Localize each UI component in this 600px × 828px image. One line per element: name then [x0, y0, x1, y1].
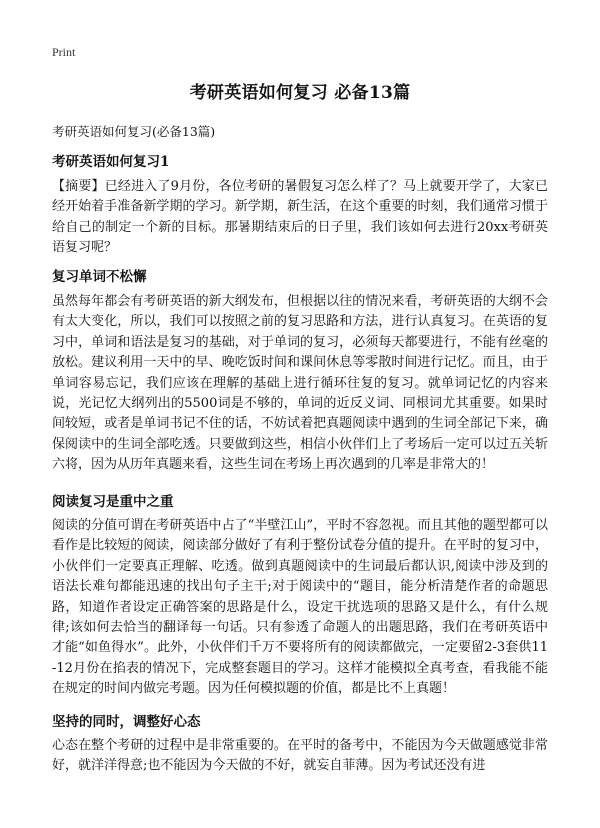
- section-paragraph: 心态在整个考研的过程中是非常重要的。在平时的备考中，不能因为今天做题感觉非常好，就洋洋得意;也不能因为今天做的不好，就妄自菲薄。因为考试还没有进: [52, 738, 548, 774]
- section-heading: 考研英语如何复习1: [52, 154, 170, 170]
- section-heading: 坚持的同时，调整好心态: [52, 714, 201, 730]
- section-heading: 复习单词不松懈: [52, 269, 147, 285]
- section-paragraph: 阅读的分值可谓在考研英语中占了“半壁江山”，平时不容忽视。而且其他的题型都可以看作是比较短的阅读，阅读部分做好了有利于整份试卷分值的提升。在平时的复习中，小伙伴们一定要真正理解、吃透。做到真题阅读中的生词最后都认识,阅读中涉及到的语法长难句都能迅速的找出句子主干;对于阅读中的“题目，能分析清楚作者的命题思路，知道作者设定正确答案的思路是什么，设定干扰选项的思路又是什么，有什么规律;该如何去恰当的翻译每一句话。只有参透了命题人的出题思路，我们在考研英语中才能“如鱼得水”。此外，小伙伴们千万不要将所有的阅读都做完，一定要留2-3套供11-12月份在掐表的情况下，完成整套题目的学习。这样才能模拟全真考查，看我能不能在规定的时间内做完考题。因为任何模拟题的价值，都是比不上真题！: [52, 518, 548, 697]
- document-title: 考研英语如何复习 必备13篇: [189, 83, 411, 103]
- section-paragraph: 【摘要】已经进入了9月份，各位考研的暑假复习怎么样了？马上就要开学了，大家已经开始着手准备新学期的学习。新学期，新生活，在这个重要的时刻，我们通常习惯于给自己的制定一个新的目标。那暑期结束后的日子里，我们该如何去进行20xx考研英语复习呢？: [52, 179, 548, 256]
- section-heading: 阅读复习是重中之重: [52, 494, 174, 510]
- print-label[interactable]: Print: [52, 45, 76, 59]
- document-subtitle: 考研英语如何复习(必备13篇): [52, 124, 216, 139]
- section-paragraph: 虽然每年都会有考研英语的新大纲发布，但根据以往的情况来看，考研英语的大纲不会有太大变化，所以，我们可以按照之前的复习思路和方法，进行认真复习。在英语的复习中，单词和语法是复习的基础，对于单词的复习，必须每天都要进行，不能有丝毫的放松。建议利用一天中的早、晚吃饭时间和课间休息等零散时间进行记忆。而且，由于单词容易忘记，我们应该在理解的基础上进行循环往复的复习。就单词记忆的内容来说，光记忆大纲列出的5500词是不够的，单词的近反义词、同根词尤其重要。如果时间较短，或者是单词书记不住的话，不妨试着把真题阅读中遇到的生词全部记下来，确保阅读中的生词全部吃透。只要做到这些，相信小伙伴们上了考场后一定可以过五关斩六将，因为从历年真题来看，这些生词在考场上再次遇到的几率是非常大的！: [52, 294, 548, 473]
